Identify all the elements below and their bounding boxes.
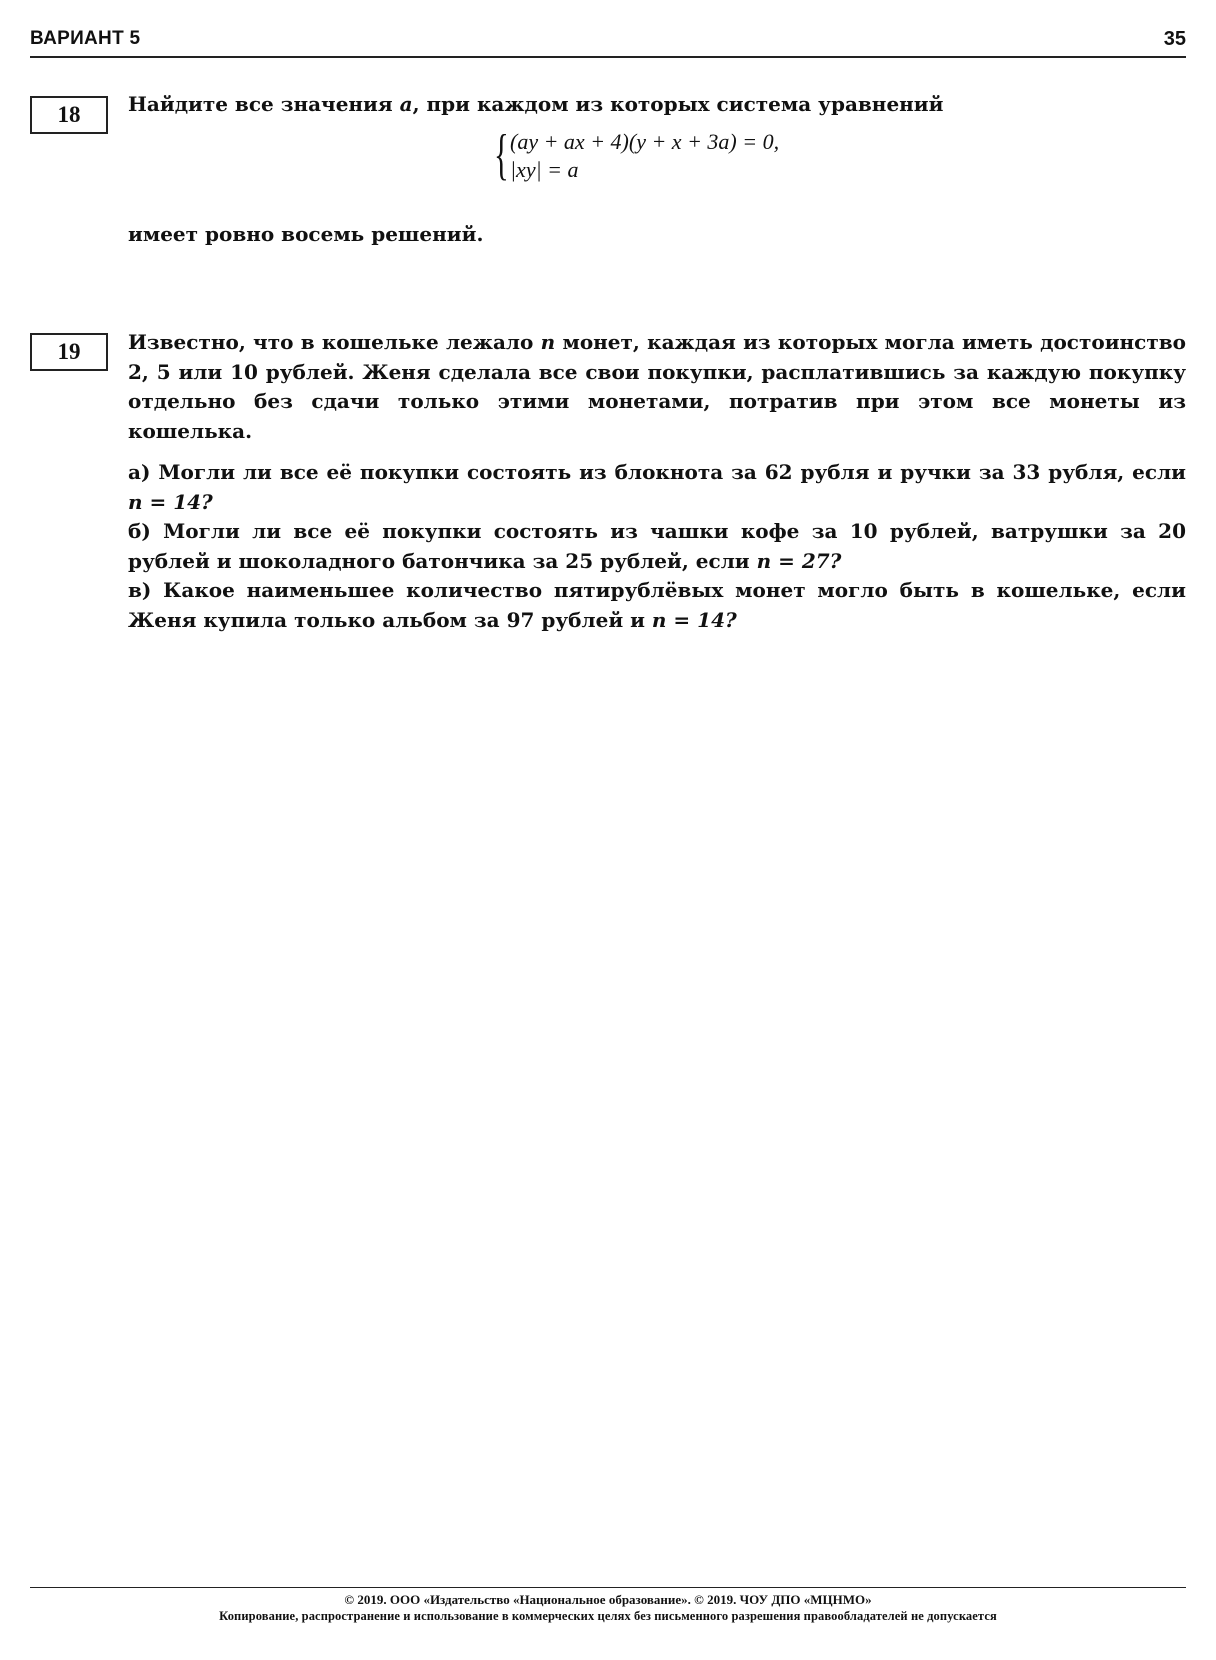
system-brace: { xyxy=(494,124,509,186)
variable-n: n xyxy=(540,330,556,354)
variable-a: a xyxy=(399,92,413,116)
task-18-closing-block xyxy=(128,220,1186,250)
task-18-intro: Найдите все значения a, при каждом из которых система уравнений xyxy=(128,92,944,116)
task-19-statement: Известно, что в кошельке лежало n монет, каждая из которых могла иметь достоинство 2, 5 или 10 рублей. Женя сделала все свои покупки, расплатившись за каждую покупку отдельно без сдачи только этими монетами, потратив при этом все монеты из кошелька. xyxy=(128,330,1186,443)
task-19-part-a: а) Могли ли все её покупки состоять из блокнота за 62 рубля и ручки за 33 рубля, если n = 14? xyxy=(128,460,1186,514)
equation-system xyxy=(494,124,780,186)
footer-divider xyxy=(30,1587,1186,1588)
task-18-body xyxy=(128,90,1186,120)
equation-1: (ay + ax + 4)(y + x + 3a) = 0, xyxy=(510,129,780,154)
header-divider xyxy=(30,56,1186,58)
task-19-number-box: 19 xyxy=(30,333,108,371)
task-19-part-c: в) Какое наименьшее количество пятирублёвых монет могло быть в кошельке, если Женя купила только альбом за 97 рублей и n = 14? xyxy=(128,578,1186,632)
footer-notice: Копирование, распространение и использование в коммерческих целях без письменного разрешения правообладателей не допускается xyxy=(219,1609,997,1623)
equation-2: |xy| = a xyxy=(510,157,579,182)
task-19-body xyxy=(128,328,1186,635)
footer-copyright: © 2019. ООО «Издательство «Национальное образование». © 2019. ЧОУ ДПО «МЦНМО» xyxy=(344,1592,872,1607)
task-19-part-b: б) Могли ли все её покупки состоять из чашки кофе за 10 рублей, ватрушки за 20 рублей и шоколадного батончика за 25 рублей, если n = 27? xyxy=(128,519,1186,573)
page-number: 35 xyxy=(1163,28,1186,50)
variant-title: ВАРИАНТ 5 xyxy=(30,28,141,49)
task-18-closing: имеет ровно восемь решений. xyxy=(128,222,484,246)
task-18-number-box: 18 xyxy=(30,96,108,134)
